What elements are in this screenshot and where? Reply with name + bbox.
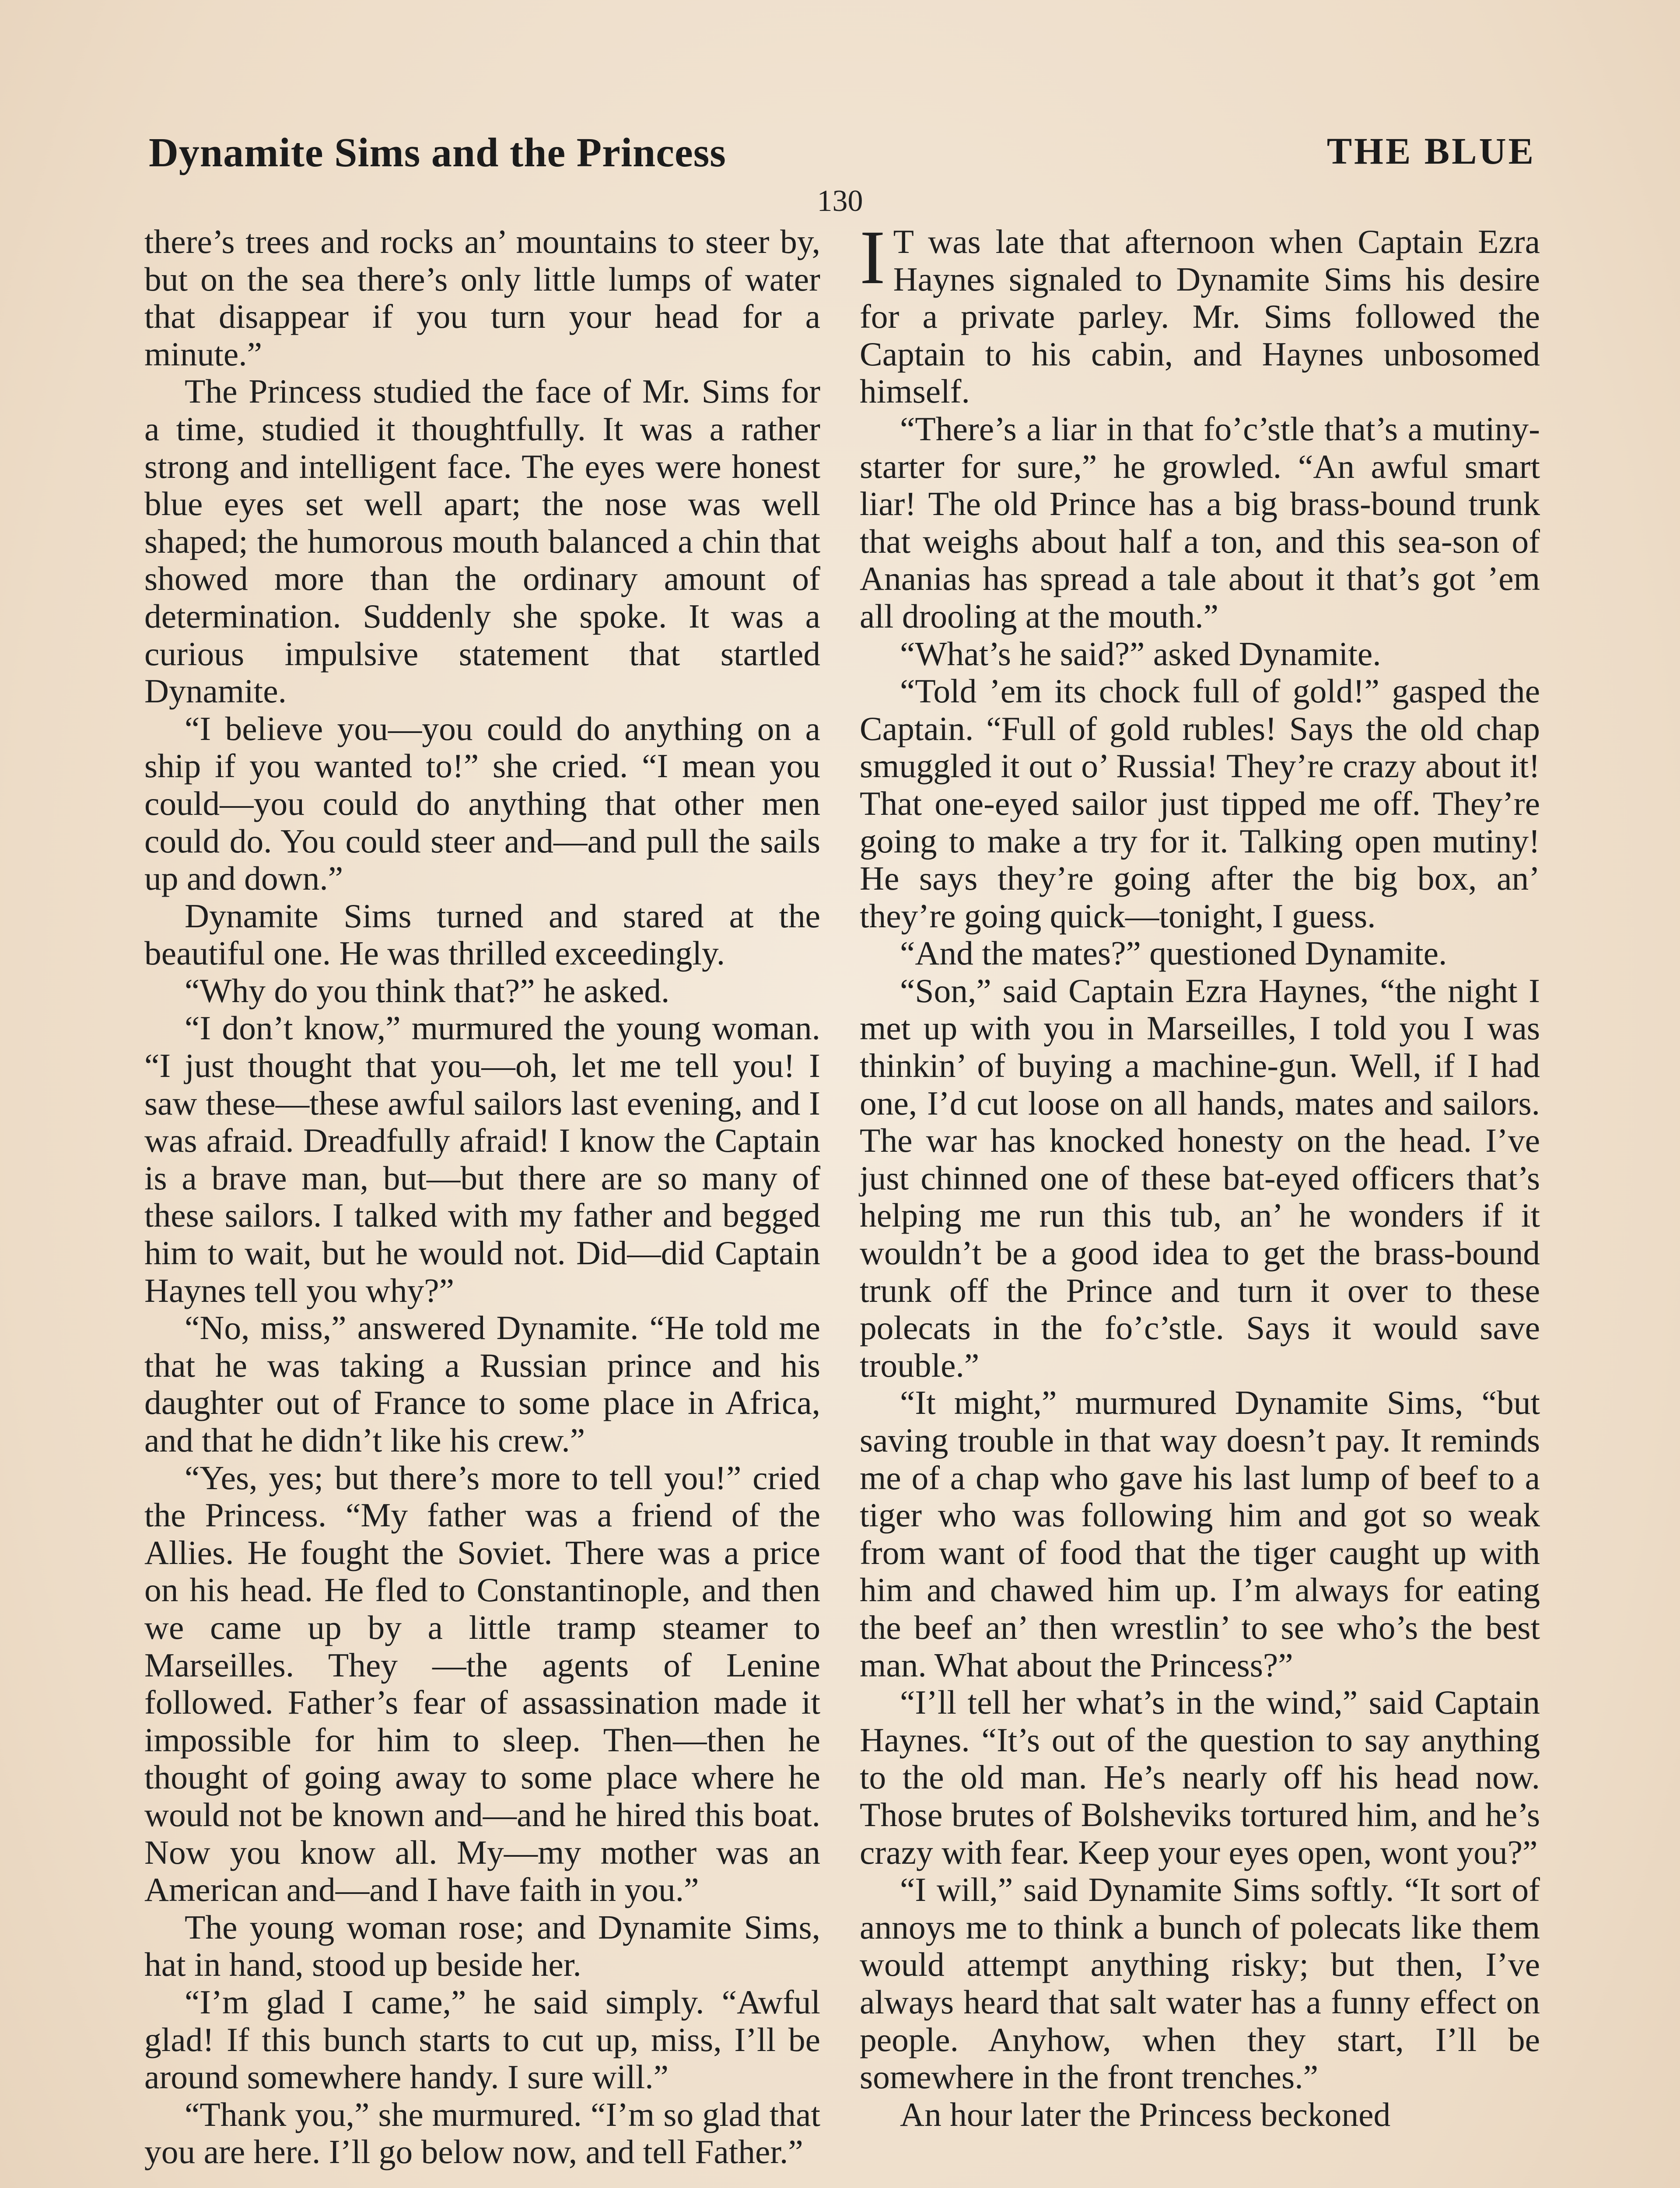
opening-paragraph [860, 215, 1540, 410]
left-column [144, 223, 820, 2171]
page-number: 130 [817, 184, 863, 218]
paragraph: “Thank you,” she murmured. “I’m so glad that you are here. I’ll go below now, and tell Father.” [144, 2095, 820, 2171]
paragraph: “I believe you—you could do anything on a ship if you wanted to!” she cried. “I mean you could—you could do anything that other men could do. You could steer and—and pull the sails up and down.” [144, 709, 820, 898]
paragraph: “I’ll tell her what’s in the wind,” said Captain Haynes. “It’s out of the question to say anything to the old man. He’s nearly off his head now. Those brutes of Bolsheviks tortured him, and he’s crazy with fear. Keep your eyes open, wont you?” [860, 1683, 1540, 1871]
paragraph: An hour later the Princess beckoned [900, 2095, 1391, 2133]
paragraph: The young woman rose; and Dynamite Sims, hat in hand, stood up beside her. [144, 1908, 820, 1984]
paragraph: “Son,” said Captain Ezra Haynes, “the night I met up with you in Marseilles, I told you I was thinkin’ of buying a machine-gun. Well, if I had one, I’d cut loose on all hands, mates and sailors. The war has knocked honesty on the head. I’ve just chinned one of these bat-eyed officers that’s helping me run this tub, an’ he wonders if it wouldn’t be a good idea to get the brass-bound trunk off the Prince and turn it over to these polecats in the fo’c’stle. Says it would save trouble.” [860, 971, 1540, 1384]
paragraph: “What’s he said?” asked Dynamite. [900, 635, 1381, 673]
paragraph: “I will,” said Dynamite Sims softly. “It sort of annoys me to think a bunch of polecats like them would attempt anything risky; but then, I’ve always heard that salt water has a funny effect on people. Anyhow, when they start, I’ll be somewhere in the front trenches.” [860, 1871, 1540, 2096]
paragraph: The Princess studied the face of Mr. Sims for a time, studied it thoughtfully. It was a rather strong and intelligent face. The eyes were honest blue eyes set well apart; the nose was well shaped; the humorous mouth balanced a chin that showed more than the ordinary amount of determination. Suddenly she spoke. It was a curious impulsive statement that startled Dynamite. [144, 372, 820, 710]
drop-cap: I [860, 215, 886, 300]
paragraph: “It might,” murmured Dynamite Sims, “but saving trouble in that way doesn’t pay. It reminds me of a chap who gave his last lump of beef to a tiger who was following him and got so weak from want of food that the tiger caught up with him and chawed him up. I’m always for eating the beef an’ then wrestlin’ to see who’s the best man. What about the Princess?” [860, 1384, 1540, 1684]
paragraph: Dynamite Sims turned and stared at the beautiful one. He was thrilled exceedingly. [144, 897, 820, 972]
paragraph: “No, miss,” answered Dynamite. “He told me that he was taking a Russian prince and his daughter out of France to some place in Africa, and that he didn’t like his crew.” [144, 1309, 820, 1459]
paragraph: “I’m glad I came,” he said simply. “Awful glad! If this bunch starts to cut up, miss, I’ll be around somewhere handy. I sure will.” [144, 1983, 820, 2096]
paragraph: there’s trees and rocks an’ mountains to steer by, but on the sea there’s only little lumps of water that disappear if you turn your head for a minute.” [144, 223, 820, 373]
story-title: Dynamite Sims and the Princess [149, 130, 726, 175]
paragraph: “And the mates?” questioned Dynamite. [900, 934, 1447, 972]
opening-text: T was late that afternoon when Captain Ezra Haynes signaled to Dynamite Sims his desire for a private parley. Mr. Sims followed the Captain to his cabin, and Haynes unbosomed himself. [860, 223, 1540, 410]
paragraph: “There’s a liar in that fo’c’stle that’s a mutiny-starter for sure,” he growled. “An awful smart liar! The old Prince has a big brass-bound trunk that weighs about half a ton, and this sea-son of Ananias has spread a tale about it that’s got ’em all drooling at the mouth.” [860, 410, 1540, 635]
magazine-name: THE BLUE [1326, 130, 1536, 172]
paragraph: “Told ’em its chock full of gold!” gasped the Captain. “Full of gold rubles! Says the old chap smuggled it out o’ Russia! They’re crazy about it! That one-eyed sailor just tipped me off. They’re going to make a try for it. Talking open mutiny! He says they’re going after the big box, an’ they’re going quick—tonight, I guess. [860, 672, 1540, 935]
paragraph: “Why do you think that?” he asked. [185, 971, 670, 1010]
paragraph: “I don’t know,” murmured the young woman. “I just thought that you—oh, let me tell you! I saw these—these awful sailors last evening, and I was afraid. Dreadfully afraid! I know the Captain is a brave man, but—but there are so many of these sailors. I talked with my father and begged him to wait, but he would not. Did—did Captain Haynes tell you why?” [144, 1009, 820, 1309]
right-column [860, 215, 1540, 2133]
paragraph: “Yes, yes; but there’s more to tell you!” cried the Princess. “My father was a friend of the Allies. He fought the Soviet. There was a price on his head. He fled to Constantinople, and then we came up by a little tramp steamer to Marseilles. They —the agents of Lenine followed. Father’s fear of assassination made it impossible for him to sleep. Then—then he thought of going away to some place where he would not be known and—and he hired this boat. Now you know all. My—my mother was an American and—and I have faith in you.” [144, 1459, 820, 1909]
